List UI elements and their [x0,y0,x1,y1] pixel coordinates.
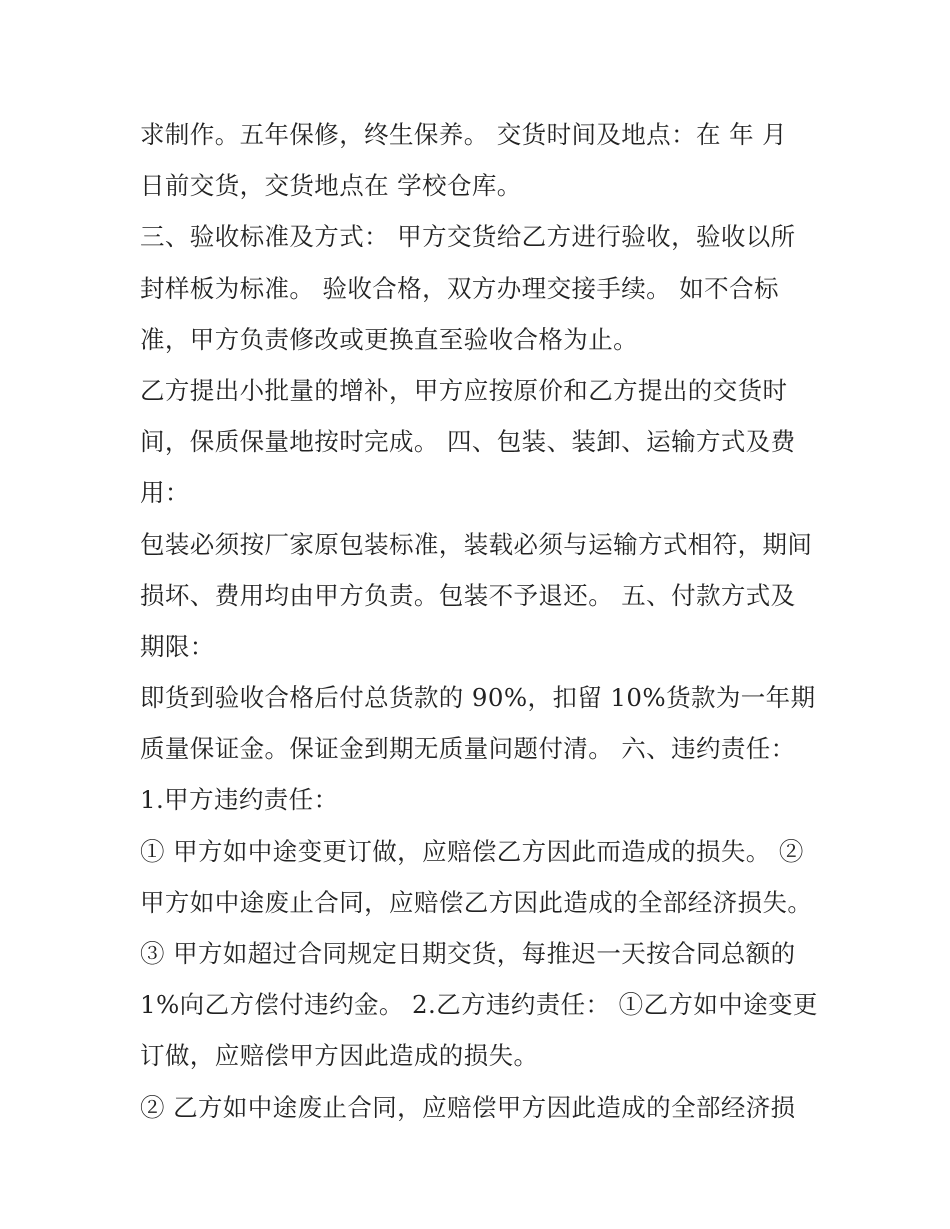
text-line: ② 乙方如中途废止合同，应赔偿甲方因此造成的全部经济损 [140,1092,796,1122]
text-line: 质量保证金。保证金到期无质量问题付清。 六、违约责任： [140,734,796,764]
text-line: 即货到验收合格后付总货款的 90%，扣留 10%货款为一年期 [140,683,816,713]
text-line: 1%向乙方偿付违约金。 2.乙方违约责任： ①乙方如中途变更 [140,990,818,1020]
text-line: 用： [140,478,190,508]
text-line: 包装必须按厂家原包装标准，装载必须与运输方式相符，期间 [140,529,813,559]
text-line: 乙方提出小批量的增补，甲方应按原价和乙方提出的交货时 [140,375,788,405]
text-line: ③ 甲方如超过合同规定日期交货，每推迟一天按合同总额的 [140,939,796,968]
text-line: 日前交货，交货地点在 学校仓库。 [140,171,522,201]
text-line: 订做，应赔偿甲方因此造成的损失。 [140,1041,539,1071]
text-line: ① 甲方如中途变更订做，应赔偿乙方因此而造成的损失。 ② [140,836,804,866]
text-line: 1.甲方违约责任： [140,785,339,815]
document-body [140,109,830,1133]
text-line: 期限： [140,631,215,661]
text-line: 损坏、费用均由甲方负责。包装不予退还。 五、付款方式及 [140,580,796,610]
text-line: 准，甲方负责修改或更换直至验收合格为止。 [140,324,638,354]
text-line: 三、验收标准及方式： 甲方交货给乙方进行验收，验收以所 [140,222,796,252]
text-line: 封样板为标准。 验收合格，双方办理交接手续。 如不合标 [140,273,779,303]
text-line: 甲方如中途废止合同，应赔偿乙方因此造成的全部经济损失。 [140,887,813,917]
text-line: 间，保质保量地按时完成。 四、包装、装卸、运输方式及费 [140,427,796,457]
text-line: 求制作。五年保修，终生保养。 交货时间及地点：在 年 月 [140,120,788,149]
